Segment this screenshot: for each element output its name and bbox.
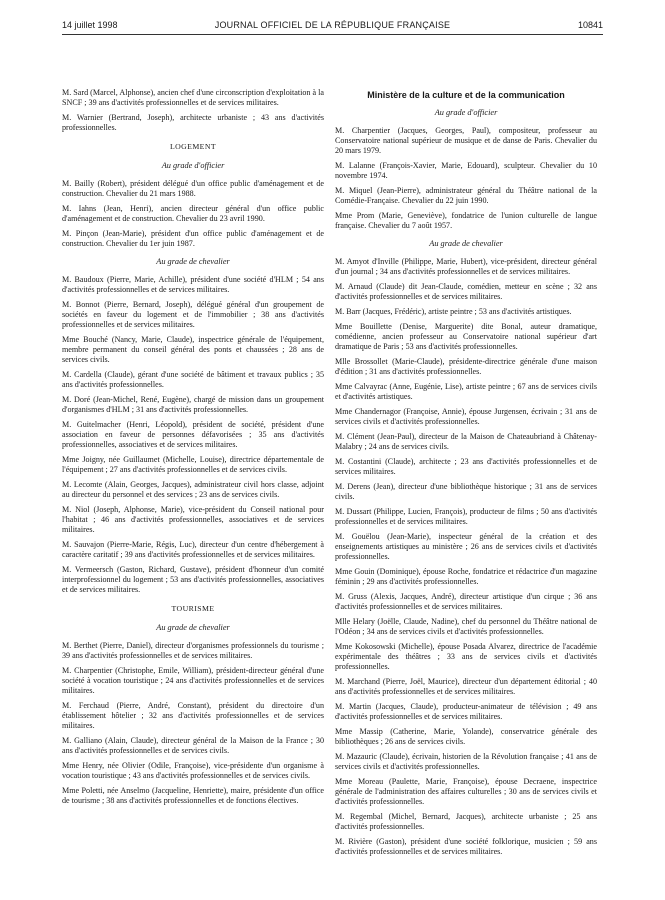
logement-officier-list <box>62 179 324 249</box>
decoration-entry: M. Miquel (Jean-Pierre), administrateur général du Théâtre national de la Comédie-Française. Chevalier du 22 juin 1990. <box>335 186 597 205</box>
decoration-entry: M. Derens (Jean), directeur d'une bibliothèque historique ; 31 ans de services civils. <box>335 482 597 501</box>
decoration-entry: M. Sauvajon (Pierre-Marie, Régis, Luc), directeur d'un centre d'hébergement à caractère caritatif ; 39 ans d'activités professionnelles et de services militaires. <box>62 540 324 559</box>
intro-list <box>62 88 324 133</box>
grade-heading-chevalier: Au grade de chevalier <box>429 239 503 248</box>
grade-heading-chevalier: Au grade de chevalier <box>156 257 230 266</box>
culture-officier-list <box>335 126 597 231</box>
decoration-entry: M. Arnaud (Claude) dit Jean-Claude, comédien, metteur en scène ; 32 ans d'activités professionnelles et de services militaires. <box>335 282 597 301</box>
decoration-entry: Mme Kokosowski (Michelle), épouse Posada Alvarez, directrice de l'académie expérimentale des théâtres ; 33 ans de services civils et d'activités professionnelles. <box>335 642 597 671</box>
decoration-entry: Mme Massip (Catherine, Marie, Yolande), conservatrice générale des bibliothèques ; 26 ans de services civils. <box>335 727 597 746</box>
decoration-entry: M. Bonnot (Pierre, Bernard, Joseph), délégué général d'un groupement de sociétés en faveur du logement et de l'immobilier ; 38 ans d'activités professionnelles et de services militaires. <box>62 300 324 329</box>
decoration-entry: M. Guitelmacher (Henri, Léopold), président de société, président d'une association en faveur de personnes défavorisées ; 35 ans d'activités professionnelles, associatives et de services militaires. <box>62 420 324 449</box>
right-column <box>335 90 597 862</box>
grade-heading-officier: Au grade d'officier <box>161 161 225 170</box>
decoration-entry: Mme Henry, née Olivier (Odile, Françoise), vice-présidente d'un organisme à vocation touristique ; 43 ans d'activités professionnelles et de services civils. <box>62 761 324 780</box>
decoration-entry: M. Cardella (Claude), gérant d'une société de bâtiment et travaux publics ; 35 ans d'activités professionnelles. <box>62 370 324 389</box>
grade-heading-chevalier: Au grade de chevalier <box>156 623 230 632</box>
decoration-entry: M. Lalanne (François-Xavier, Marie, Edouard), sculpteur. Chevalier du 10 novembre 1974. <box>335 161 597 180</box>
decoration-entry: Mme Chandernagor (Françoise, Annie), épouse Jurgensen, écrivain ; 31 ans de services civils et d'activités professionnelles. <box>335 407 597 426</box>
decoration-entry: M. Vermeersch (Gaston, Richard, Gustave), président d'honneur d'un comité interprofessionnel du logement ; 53 ans d'activités professionnelles, associatives et de services militaires. <box>62 565 324 594</box>
left-column <box>62 88 324 811</box>
page-number: 10841 <box>577 20 603 30</box>
decoration-entry: Mme Gouin (Dominique), épouse Roche, fondatrice et rédactrice d'un magazine féminin ; 29 ans d'activités professionnelles. <box>335 567 597 586</box>
decoration-entry: M. Gouëlou (Jean-Marie), inspecteur général de la création et des enseignements artistiques au ministère ; 26 ans de services civils et d'activités professionnelles. <box>335 532 597 561</box>
grade-heading-officier: Au grade d'officier <box>434 108 498 117</box>
decoration-entry: M. Martin (Jacques, Claude), producteur-animateur de télévision ; 49 ans d'activités professionnelles et de services militaires. <box>335 702 597 721</box>
decoration-entry: M. Charpentier (Jacques, Georges, Paul), compositeur, professeur au Conservatoire national supérieur de musique et de danse de Paris. Chevalier du 20 mars 1979. <box>335 126 597 155</box>
decoration-entry: M. Pinçon (Jean-Marie), président d'un office public d'aménagement et de construction. Chevalier du 1er juin 1987. <box>62 229 324 248</box>
decoration-entry: M. Bailly (Robert), président délégué d'un office public d'aménagement et de construction. Chevalier du 21 mars 1988. <box>62 179 324 198</box>
decoration-entry: M. Mazauric (Claude), écrivain, historien de la Révolution française ; 41 ans de services civils et d'activités professionnelles. <box>335 752 597 771</box>
decoration-entry: Mlle Brossollet (Marie-Claude), présidente-directrice générale d'une maison d'édition ; 31 ans d'activités professionnelles. <box>335 357 597 376</box>
decoration-entry: M. Doré (Jean-Michel, René, Eugène), chargé de mission dans un groupement d'organismes d'HLM ; 31 ans d'activités professionnelles. <box>62 395 324 414</box>
decoration-entry: Mme Poletti, née Anselmo (Jacqueline, Henriette), maire, présidente d'un office de tourisme ; 38 ans d'activités professionnelles et de fonctions électives. <box>62 786 324 805</box>
decoration-entry: M. Dussart (Philippe, Lucien, François), producteur de films ; 50 ans d'activités professionnelles et de services militaires. <box>335 507 597 526</box>
decoration-entry: M. Costantini (Claude), architecte ; 23 ans d'activités professionnelles et de services militaires. <box>335 457 597 476</box>
decoration-entry: Mme Calvayrac (Anne, Eugénie, Lise), artiste peintre ; 67 ans de services civils et d'activités artistiques. <box>335 382 597 401</box>
decoration-entry: M. Lecomte (Alain, Georges, Jacques), administrateur civil hors classe, adjoint au directeur du personnel et des services ; 23 ans de services civils. <box>62 480 324 499</box>
decoration-entry: M. Gruss (Alexis, Jacques, André), directeur artistique d'un cirque ; 36 ans d'activités professionnelles et de services militaires. <box>335 592 597 611</box>
decoration-entry: M. Rivière (Gaston), président d'une société folklorique, musicien ; 59 ans d'activités professionnelles et de services militaires. <box>335 837 597 856</box>
decoration-entry: M. Regembal (Michel, Bernard, Jacques), architecte urbaniste ; 25 ans d'activités professionnelles. <box>335 812 597 831</box>
tourisme-chevalier-list <box>62 641 324 806</box>
decoration-entry: M. Sard (Marcel, Alphonse), ancien chef d'une circonscription d'exploitation à la SNCF ; 39 ans d'activités professionnelles et de services militaires. <box>62 88 324 107</box>
decoration-entry: Mme Bouché (Nancy, Marie, Claude), inspectrice générale de l'équipement, membre permanent du conseil général des ponts et chaussées ; 28 ans de services civils. <box>62 335 324 364</box>
culture-chevalier-list <box>335 257 597 857</box>
decoration-entry: Mme Joigny, née Guillaumet (Michelle, Louise), directrice départementale de l'équipement ; 27 ans d'activités professionnelles et de services civils. <box>62 455 324 474</box>
decoration-entry: M. Iahns (Jean, Henri), ancien directeur général d'un office public d'aménagement et de construction. Chevalier du 23 avril 1990. <box>62 204 324 223</box>
decoration-entry: M. Baudoux (Pierre, Marie, Achille), président d'une société d'HLM ; 54 ans d'activités professionnelles et de services militaires. <box>62 275 324 294</box>
decoration-entry: M. Marchand (Pierre, Joël, Maurice), directeur d'un département éditorial ; 40 ans d'activités professionnelles et de services militaires. <box>335 677 597 696</box>
ministry-title: Ministère de la culture et de la communication <box>367 90 565 100</box>
issue-date: 14 juillet 1998 <box>62 20 118 30</box>
decoration-entry: Mme Moreau (Paulette, Marie, Françoise), épouse Decraene, inspectrice générale de l'administration des affaires culturelles ; 30 ans de services civils et d'activités professionnelles. <box>335 777 597 806</box>
decoration-entry: M. Niol (Joseph, Alphonse, Marie), vice-président du Conseil national pour l'habitat ; 46 ans d'activités professionnelles, associatives et de services militaires. <box>62 505 324 534</box>
header-rule <box>62 34 603 35</box>
decoration-entry: M. Amyot d'Inville (Philippe, Marie, Hubert), vice-président, directeur général d'un journal ; 34 ans d'activités professionnelles et de services militaires. <box>335 257 597 276</box>
decoration-entry: M. Berthet (Pierre, Daniel), directeur d'organismes professionnels du tourisme ; 39 ans d'activités professionnelles et de services militaires. <box>62 641 324 660</box>
decoration-entry: Mme Prom (Marie, Geneviève), fondatrice de l'union culturelle de langue française. Chevalier du 7 août 1957. <box>335 211 597 230</box>
decoration-entry: Mlle Helary (Joëlle, Claude, Nadine), chef du personnel du Théâtre national de l'Odéon ; 34 ans de services civils et d'activités professionnelles. <box>335 617 597 636</box>
decoration-entry: Mme Bouillette (Denise, Marguerite) dite Bonal, auteur dramatique, comédienne, ancien professeur au Conservatoire national supérieur d'art dramatique de Paris ; 53 ans d'activités professionnelles. <box>335 322 597 351</box>
decoration-entry: M. Warnier (Bertrand, Joseph), architecte urbaniste ; 43 ans d'activités professionnelles. <box>62 113 324 132</box>
decoration-entry: M. Charpentier (Christophe, Emile, William), président-directeur général d'une société à vocation touristique ; 24 ans d'activités professionnelles et de services militaires. <box>62 666 324 695</box>
decoration-entry: M. Galliano (Alain, Claude), directeur général de la Maison de la France ; 30 ans d'activités professionnelles et de services civils. <box>62 736 324 755</box>
section-title-logement: LOGEMENT <box>169 142 217 151</box>
decoration-entry: M. Ferchaud (Pierre, André, Constant), président du directoire d'un établissement hôtelier ; 32 ans d'activités professionnelles et de services militaires. <box>62 701 324 730</box>
decoration-entry: M. Clément (Jean-Paul), directeur de la Maison de Chateaubriand à Châtenay-Malabry ; 24 ans de services civils. <box>335 432 597 451</box>
journal-title: JOURNAL OFFICIEL DE LA RÉPUBLIQUE FRANÇAISE <box>214 20 451 30</box>
page-header <box>62 20 603 34</box>
logement-chevalier-list <box>62 275 324 595</box>
section-title-tourisme: TOURISME <box>171 604 215 613</box>
decoration-entry: M. Barr (Jacques, Frédéric), artiste peintre ; 53 ans d'activités artistiques. <box>335 307 572 316</box>
